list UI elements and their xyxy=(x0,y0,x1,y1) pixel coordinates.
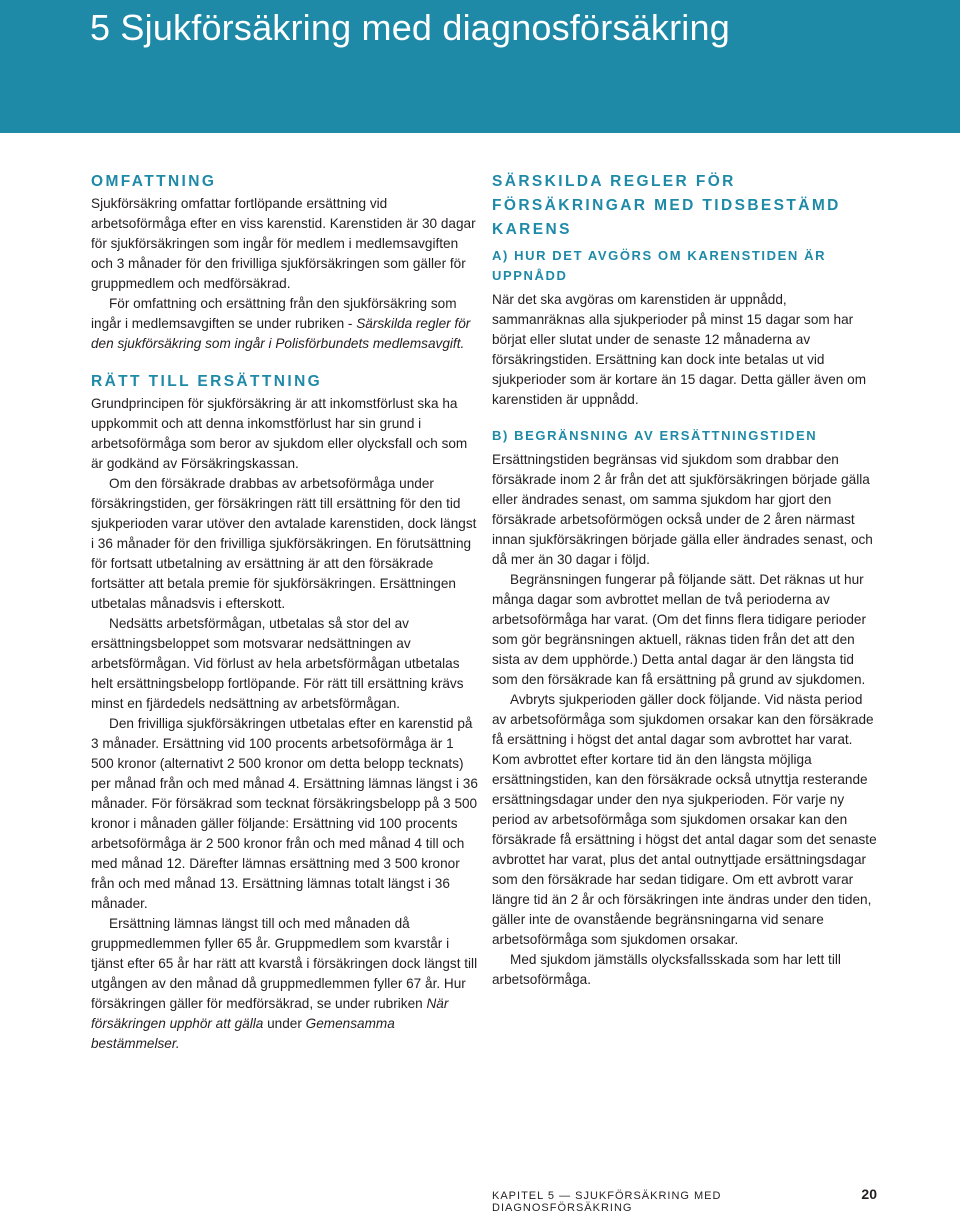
heading-ratt-till-ersattning: RÄTT TILL ERSÄTTNING xyxy=(91,373,323,390)
heading-sarskilda-regler: SÄRSKILDA REGLER FÖR FÖRSÄKRINGAR MED TIDSBESTÄMD KARENS xyxy=(492,173,841,238)
subheading-b-begransning: B) BEGRÄNSNING AV ERSÄTTNINGSTIDEN xyxy=(492,428,818,443)
footer-page-number: 20 xyxy=(861,1186,877,1202)
omfattning-p2-italic: Särskilda regler för den sjukförsäkring som ingår i Polisförbundets medlemsavgift. xyxy=(91,316,471,351)
left-column xyxy=(91,170,478,1054)
omfattning-p2-text: För omfattning och ersättning från den sjukförsäkring som ingår i medlemsavgiften se under rubriken - xyxy=(91,296,457,331)
subheading-a-karenstid: A) HUR DET AVGÖRS OM KARENSTIDEN ÄR UPPNÅDD xyxy=(492,248,827,283)
ratt-paragraph-1: Grundprincipen för sjukförsäkring är att inkomstförlust ska ha uppkommit och att denna inkomstförlust har sin grund i arbetsoförmåga som beror av sjukdom eller olycksfall och som är godkänd av Försäkringskassan. xyxy=(91,396,468,471)
sarskilda-a-paragraph-1: När det ska avgöras om karenstiden är uppnådd, sammanräknas alla sjukperioder på minst 15 dagar som har börjat eller slutat under de senaste 12 månaderna av försäkringstiden. Ersättning kan dock inte betalas ut vid sjukperioder som är kortare än 15 dagar. Detta gäller även om karenstiden är uppnådd. xyxy=(492,292,867,407)
ratt-p5-italic-2: Gemensamma bestämmelser. xyxy=(91,1016,395,1051)
ratt-paragraph-5 xyxy=(91,914,478,1054)
omfattning-paragraph-2 xyxy=(91,294,478,354)
omfattning-paragraph-1: Sjukförsäkring omfattar fortlöpande ersättning vid arbetsoförmåga efter en viss karenstid. Karenstiden är 30 dagar för sjukförsäkringen som ingår för medlem i medlemsavgiften och 3 månader för den frivilliga sjukförsäkringen som gäller för gruppmedlem och medförsäkrad. xyxy=(91,196,476,291)
ratt-p5-italic-1: När försäkringen upphör att gälla xyxy=(91,996,449,1031)
right-column xyxy=(492,170,877,990)
sarskilda-b-paragraph-4: Med sjukdom jämställs olycksfallsskada som har lett till arbetsoförmåga. xyxy=(492,952,841,987)
ratt-p5-mid: under xyxy=(263,1016,306,1031)
ratt-p5-text: Ersättning lämnas längst till och med månaden då gruppmedlemmen fyller 65 år. Gruppmedlem som kvarstår i tjänst efter 65 år har rätt att kvarstå i försäkringen dock längst till utgången av den månad då gruppmedlemmen fyller 67 år. Hur försäkringen gäller för medförsäkrad, se under rubriken xyxy=(91,916,478,1011)
ratt-paragraph-4: Den frivilliga sjukförsäkringen utbetalas efter en karenstid på 3 månader. Ersättning vid 100 procents arbetsoförmåga är 1 500 kronor (alternativt 2 500 kronor om detta belopp tecknats) per månad från och med månad 4. Ersättning lämnas längst i 36 månader. För försäkrad som tecknat försäkringsbelopp på 3 500 kronor i månaden gäller följande: Ersättning vid 100 procents arbetsoförmåga är 2 500 kronor från och med månad 4 till och med månad 12. Därefter lämnas ersättning med 3 500 kronor från och med månad 13. Ersättning lämnas totalt längst i 36 månader. xyxy=(91,716,478,911)
ratt-paragraph-2: Om den försäkrade drabbas av arbetsoförmåga under försäkringstiden, ger försäkringen rätt till ersättning för den tid sjukperioden varar utöver den avtalade karenstiden, dock längst i 36 månader för den frivilliga sjukförsäkringen. En förutsättning för fortsatt utbetalning av ersättning är att den försäkrade fortsätter att betala premie för sjukförsäkringen. Ersättningen utbetalas månadsvis i efterskott. xyxy=(91,476,477,611)
footer-chapter-label: KAPITEL 5 — SJUKFÖRSÄKRING MED DIAGNOSFÖRSÄKRING xyxy=(492,1190,722,1214)
sarskilda-b-paragraph-2: Begränsningen fungerar på följande sätt. Det räknas ut hur många dagar som avbrottet mellan de två perioderna av arbetsoförmåga har varat. (Om det finns flera tidigare perioder som gör begränsningen aktuell, räknas tiden från det att den sista av dem upphörde.) Detta antal dagar är den längsta tid som den försäkrade kan få ersättning på grund av sjukdomen. xyxy=(492,572,867,687)
heading-omfattning: OMFATTNING xyxy=(91,173,217,190)
ratt-paragraph-3: Nedsätts arbetsförmågan, utbetalas så stor del av ersättningsbeloppet som motsvarar nedsättningen av arbetsförmågan. Vid förlust av hela arbetsförmågan utbetalas helt ersättningsbelopp fortlöpande. För rätt till ersättning krävs minst en fjärdedels nedsättning av arbetsförmågan. xyxy=(91,616,464,711)
sarskilda-b-paragraph-1: Ersättningstiden begränsas vid sjukdom som drabbar den försäkrade inom 2 år från det att sjukförsäkringen började gälla eller ändrades senast, om samma sjukdom har gjort den försäkrade arbetsoförmögen också under de 2 åren närmast innan sjukförsäkringen började gälla eller ändrades senast, och då mer än 30 dagar i följd. xyxy=(492,452,873,567)
page-footer xyxy=(492,1186,877,1214)
page-title: 5 Sjukförsäkring med diagnosförsäkring xyxy=(90,7,730,48)
sarskilda-b-paragraph-3: Avbryts sjukperioden gäller dock följande. Vid nästa period av arbetsoförmåga som sjukdomen orsakar kan den försäkrade få ersättning i högst det antal dagar som avbrottet har varat. Kom avbrottet efter kortare tid än den längsta möjliga ersättningstiden, kan den försäkrade också utnyttja resterande ersättningsdagar under den nya sjukperioden. För varje ny period av arbetsoförmåga som sjukdomen orsakar kan den försäkrade få ersättning i högst det antal dagar som det senaste avbrottet har varat, plus det antal outnyttjade ersättningsdagar som den försäkrade har sedan tidigare. Om ett avbrott varar längre tid än 2 år och försäkringen inte ändras under den tiden, gäller inte de ovanstående begränsningarna vid senare arbetsoförmåga som sjukdomen orsakar. xyxy=(492,692,877,947)
